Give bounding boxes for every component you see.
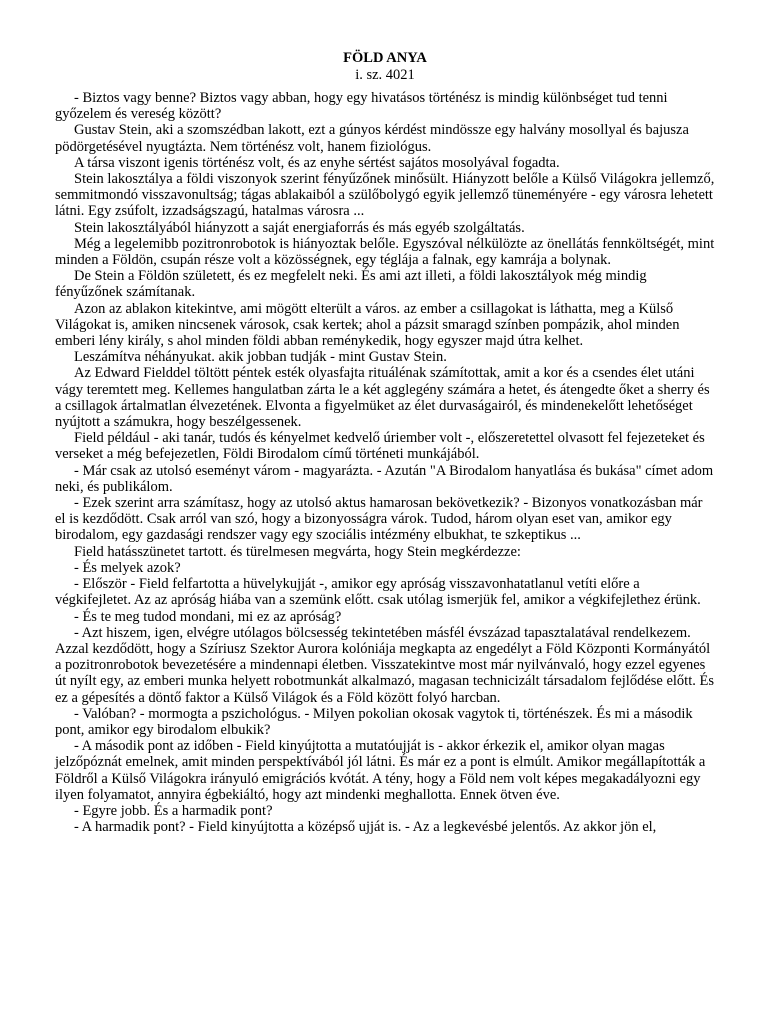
paragraph: Field hatásszünetet tartott. és türelmesen megvárta, hogy Stein megkérdezze: xyxy=(74,543,521,560)
paragraph: - A második pont az időben - Field kinyújtotta a mutatóujját is - akkor érkezik el, amikor olyan magas jelzőpóznát emelnek, amit minden perspektívából jól látni. És már ez a pont is elmúlt. Amikor megállapították a Földről a Külső Világokra irányuló emigrációs kvótát. A tény, hogy a Föld nem volt képes megakadályozni egy ilyen folyamatot, annyira égbekiáltó, hogy azt mindenki meghallotta. Ennek ötven éve. xyxy=(55,738,706,803)
paragraph: Még a legelemibb pozitronrobotok is hiányoztak belőle. Egyszóval nélkülözte az önellátás fennköltségét, mint minden a Földön, csupán része volt a közösségnek, egy téglája a falnak, egy kamrája a bolynak. xyxy=(55,235,715,269)
paragraph: - Azt hiszem, igen, elvégre utólagos bölcsesség tekintetében másfél évszázad tapasztalatával rendelkezem. Azzal kezdődött, hogy a Szíriusz Szektor Aurora kolóniája megkapta az engedélyt a Föld Központi Kormányától a pozitronrobotok bevezetésére a mindennapi életben. Visszatekintve most már nyilvánvaló, hogy ezzel egyenes út nyílt egy, az emberi munka helyett robotmunkát alkalmazó, magasan technicizált társadalom fejlődése előtt. És ez a gépesítés a döntő faktor a Külső Világok és a Föld között folyó harcban. xyxy=(55,624,714,706)
paragraph: Azon az ablakon kitekintve, ami mögött elterült a város. az ember a csillagokat is láthatta, meg a Külső Világokat is, amiken nincsenek városok, csak kertek; ahol a pázsit smaragd színben pompázik, ahol minden emberi lény király, s ahol minden földi abban reménykedik, hogy egyszer majd útra kelhet. xyxy=(55,300,680,350)
paragraph: Field például - aki tanár, tudós és kényelmet kedvelő úriember volt -, előszeretettel olvasott fel fejezeteket és verseket a még befejezetlen, Földi Birodalom című történeti munkájából. xyxy=(55,430,705,463)
paragraph: A társa viszont igenis történész volt, és az enyhe sértést sajátos mosolyával fogadta. xyxy=(74,154,560,171)
paragraph: - Ezek szerint arra számítasz, hogy az utolsó aktus hamarosan bekövetkezik? - Bizonyos vonatkozásban már el is kezdődött. Csak arról van szó, hogy a bizonyosságra várok. Tudod, három olyan eset van, amikor egy birodalom, egy gazdasági rendszer vagy egy szociális intézmény elbukhat, te szkeptikus ... xyxy=(55,495,703,544)
paragraph: Az Edward Fielddel töltött péntek esték olyasfajta rituálénak számítottak, amit a kor és a csendes élet utáni vágy teremtett meg. Kellemes hangulatban zárta le a két agglegény számára a hetet, és átengedte őket a sherry és a csillagok ártalmatlan élvezetének. Elvonta a figyelmüket az élet durvaságairól, és mindenekelőtt lehetőséget nyújtott a számukra, hogy beszélgessenek. xyxy=(55,365,710,431)
document-title: FÖLD ANYA xyxy=(343,50,427,66)
paragraph: - Már csak az utolsó eseményt várom - magyarázta. - Azután "A Birodalom hanyatlása és bukása" címet adom neki, és publikálom. xyxy=(55,462,714,495)
paragraph: Stein lakosztályából hiányzott a saját energiaforrás és más egyéb szolgáltatás. xyxy=(74,219,525,236)
document-page xyxy=(55,50,715,835)
paragraph: - Valóban? - mormogta a pszichológus. - Milyen pokolian okosak vagytok ti, történészek. És mi a második pont, amikor egy birodalom elbukik? xyxy=(55,705,693,738)
paragraph: Stein lakosztálya a földi viszonyok szerint fényűzőnek minősült. Hiányzott belőle a Külső Világokra jellemző, semmitmondó visszavonultság; tágas ablakaiból a szülőbolygó egyik jellemző tüneményére - egy városra lehetett látni. Egy zsúfolt, izzadságszagú, hatalmas városra ... xyxy=(55,171,715,220)
paragraph: De Stein a Földön született, és ez megfelelt neki. És ami azt illeti, a földi lakosztályok még mindig fényűzőnek számítanak. xyxy=(55,268,647,301)
document-body xyxy=(55,90,715,835)
paragraph: - Biztos vagy benne? Biztos vagy abban, hogy egy hivatásos történész is mindig különbséget tud tenni győzelem és vereség között? xyxy=(55,90,668,123)
paragraph: - Először - Field felfartotta a hüvelykujját -, amikor egy apróság visszavonhatatlanul vetíti előre a végkifejletet. Az az apróság hiába van a szemünk előtt. csak utólag ismerjük fel, amikor a végkifejlethez érünk. xyxy=(55,576,701,609)
document-subtitle: i. sz. 4021 xyxy=(355,67,415,83)
paragraph: - Egyre jobb. És a harmadik pont? xyxy=(74,802,273,819)
paragraph: Leszámítva néhányukat. akik jobban tudják - mint Gustav Stein. xyxy=(74,349,447,366)
paragraph: - És melyek azok? xyxy=(74,559,181,576)
paragraph: - A harmadik pont? - Field kinyújtotta a középső ujját is. - Az a legkevésbé jelentős. Az akkor jön el, xyxy=(74,819,657,836)
paragraph: Gustav Stein, aki a szomszédban lakott, ezt a gúnyos kérdést mindössze egy halvány mosollyal és bajusza pödörgetésével nyugtázta. Nem történész volt, hanem fiziológus. xyxy=(55,122,689,155)
paragraph: - És te meg tudod mondani, mi ez az apróság? xyxy=(74,608,342,625)
